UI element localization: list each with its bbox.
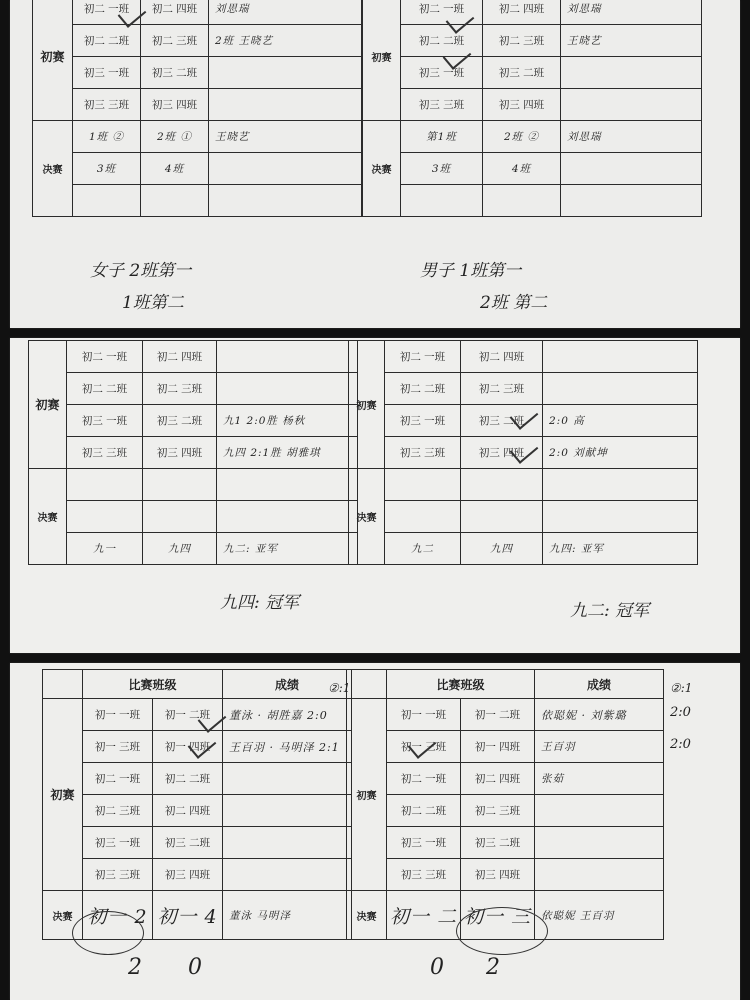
final-class-b (461, 501, 543, 533)
final-result: 刘思瑞 (561, 121, 702, 153)
result-cell: 刘思瑞 (561, 0, 702, 25)
final-result (209, 185, 362, 217)
final-label: 决赛 (29, 469, 67, 565)
prelim-label: 初赛 (349, 341, 385, 469)
class-a: 初二 三班 (83, 795, 153, 827)
final-class-b: 初一 三 (461, 891, 535, 940)
handwritten-note: 1班第二 (122, 293, 184, 313)
final-result: 王晓艺 (209, 121, 362, 153)
result-cell: 王百羽 (535, 731, 664, 763)
result-cell: 2:0 刘献坤 (543, 437, 698, 469)
class-a: 初二 一班 (67, 341, 143, 373)
final-result (217, 469, 358, 501)
result-cell (535, 827, 664, 859)
class-b: 初三 二班 (461, 405, 543, 437)
class-a: 初三 三班 (385, 437, 461, 469)
class-a: 初三 三班 (387, 859, 461, 891)
class-b: 初二 四班 (461, 341, 543, 373)
class-a: 初二 一班 (83, 763, 153, 795)
sheet-photo-1 (10, 0, 740, 328)
final-class-a (401, 185, 483, 217)
result-cell (543, 373, 698, 405)
result-cell (535, 859, 664, 891)
class-a: 初二 一班 (73, 0, 141, 25)
final-class-b: 九四 (143, 533, 217, 565)
class-b: 初二 三班 (143, 373, 217, 405)
prelim-label: 初赛 (29, 341, 67, 469)
class-b: 初三 四班 (461, 437, 543, 469)
class-b: 初二 三班 (483, 25, 561, 57)
corner-mark: ②:1 (328, 681, 351, 695)
final-score-left: 0 (430, 955, 444, 980)
class-a: 初二 二班 (385, 373, 461, 405)
handwritten-note: 男子 1班第一 (420, 261, 522, 281)
class-b: 初三 四班 (153, 859, 223, 891)
result-cell: 张茹 (535, 763, 664, 795)
class-b: 初三 二班 (483, 57, 561, 89)
final-class-a: 第1班 (401, 121, 483, 153)
class-b: 初三 四班 (141, 89, 209, 121)
result-cell: 董泳 · 胡胜嘉 2:0 (223, 699, 352, 731)
class-a: 初三 三班 (83, 859, 153, 891)
result-cell (543, 341, 698, 373)
class-a: 初二 二班 (67, 373, 143, 405)
result-cell (223, 795, 352, 827)
sheet-photo-2 (10, 338, 740, 653)
result-cell (535, 795, 664, 827)
class-b: 初二 三班 (141, 25, 209, 57)
result-cell: 王晓艺 (561, 25, 702, 57)
final-class-b: 4班 (141, 153, 209, 185)
handwritten-note: 九四: 冠军 (220, 593, 300, 613)
result-cell (217, 373, 358, 405)
final-class-a (73, 185, 141, 217)
final-class-a: 初一 二 (387, 891, 461, 940)
final-result (561, 153, 702, 185)
prelim-label: 初赛 (43, 699, 83, 891)
result-cell: 2班 王晓艺 (209, 25, 362, 57)
result-cell: 九四 2:1胜 胡雅琪 (217, 437, 358, 469)
result-cell (561, 89, 702, 121)
class-b: 初二 三班 (461, 795, 535, 827)
prelim-label: 初赛 (363, 0, 401, 121)
class-b: 初二 二班 (153, 763, 223, 795)
result-cell (223, 827, 352, 859)
result-cell (561, 57, 702, 89)
final-class-a: 九一 (67, 533, 143, 565)
final-class-b: 初一 4 (153, 891, 223, 940)
final-class-b: 2班 ① (141, 121, 209, 153)
prelim-label: 初赛 (33, 0, 73, 121)
result-cell (217, 341, 358, 373)
final-result: 董泳 马明泽 (223, 891, 352, 940)
class-a: 初一 一班 (83, 699, 153, 731)
class-a: 初三 一班 (401, 57, 483, 89)
handwritten-note: 女子 2班第一 (90, 261, 192, 281)
final-class-a: 3班 (401, 153, 483, 185)
header-blank (43, 670, 83, 699)
final-class-a (385, 469, 461, 501)
class-b: 初一 二班 (461, 699, 535, 731)
class-a: 初三 一班 (73, 57, 141, 89)
class-a: 初一 三班 (83, 731, 153, 763)
final-result (209, 153, 362, 185)
class-a: 初二 一班 (387, 763, 461, 795)
class-b: 初二 四班 (461, 763, 535, 795)
class-a: 初三 一班 (83, 827, 153, 859)
prelim-label: 初赛 (347, 699, 387, 891)
class-a: 初二 二班 (387, 795, 461, 827)
final-class-a: 初一 2 (83, 891, 153, 940)
final-class-b (483, 185, 561, 217)
class-b: 初三 四班 (461, 859, 535, 891)
header-result: 成绩 (535, 670, 664, 699)
class-b: 初三 四班 (483, 89, 561, 121)
final-class-a: 3班 (73, 153, 141, 185)
header-classes: 比赛班级 (387, 670, 535, 699)
result-cell: 依聪妮 · 刘紫璐 (535, 699, 664, 731)
result-cell (223, 763, 352, 795)
final-class-a: 九二 (385, 533, 461, 565)
class-a: 初二 一班 (385, 341, 461, 373)
class-a: 初三 一班 (385, 405, 461, 437)
final-label: 决赛 (33, 121, 73, 217)
class-b: 初三 二班 (141, 57, 209, 89)
class-a: 初一 一班 (387, 699, 461, 731)
side-score: 2:0 (670, 705, 691, 720)
final-class-b: 4班 (483, 153, 561, 185)
class-b: 初二 四班 (143, 341, 217, 373)
class-b: 初一 二班 (153, 699, 223, 731)
class-b: 初三 四班 (143, 437, 217, 469)
circled-class-icon (72, 911, 144, 955)
final-result (543, 501, 698, 533)
class-a: 初二 二班 (401, 25, 483, 57)
final-class-a (67, 501, 143, 533)
class-a: 初三 三班 (67, 437, 143, 469)
header-result: 成绩 (223, 670, 352, 699)
final-result (217, 501, 358, 533)
class-b: 初二 四班 (153, 795, 223, 827)
class-a: 初三 一班 (67, 405, 143, 437)
class-a: 初三 一班 (387, 827, 461, 859)
final-class-b: 九四 (461, 533, 543, 565)
result-cell: 九1 2:0胜 杨秋 (217, 405, 358, 437)
final-score-left: 2 (128, 955, 142, 980)
final-class-b (143, 469, 217, 501)
result-cell: 王百羽 · 马明泽 2:1 (223, 731, 352, 763)
final-result: 九四: 亚军 (543, 533, 698, 565)
class-a: 初三 三班 (401, 89, 483, 121)
final-label: 决赛 (349, 469, 385, 565)
final-class-b: 2班 ② (483, 121, 561, 153)
final-class-b (141, 185, 209, 217)
class-b: 初一 四班 (461, 731, 535, 763)
class-b: 初二 四班 (141, 0, 209, 25)
circled-class-icon (456, 907, 548, 955)
result-cell (209, 89, 362, 121)
corner-mark: ②:1 (670, 681, 693, 695)
class-a: 初三 三班 (73, 89, 141, 121)
final-label: 决赛 (347, 891, 387, 940)
final-class-b (461, 469, 543, 501)
final-class-a (67, 469, 143, 501)
final-class-b (143, 501, 217, 533)
class-a: 初一 三班 (387, 731, 461, 763)
final-result: 依聪妮 王百羽 (535, 891, 664, 940)
header-blank (347, 670, 387, 699)
sheet-photo-3 (10, 663, 740, 1000)
handwritten-note: 2班 第二 (480, 293, 548, 313)
header-classes: 比赛班级 (83, 670, 223, 699)
side-score: 2:0 (670, 737, 691, 752)
final-label: 决赛 (43, 891, 83, 940)
final-label: 决赛 (363, 121, 401, 217)
final-result (543, 469, 698, 501)
class-b: 初一 四班 (153, 731, 223, 763)
class-b: 初三 二班 (461, 827, 535, 859)
class-b: 初三 二班 (153, 827, 223, 859)
result-cell (223, 859, 352, 891)
handwritten-note: 九二: 冠军 (570, 601, 650, 621)
class-b: 初二 四班 (483, 0, 561, 25)
final-score-right: 0 (188, 955, 202, 980)
final-class-a (385, 501, 461, 533)
final-class-a: 1班 ② (73, 121, 141, 153)
result-cell (209, 57, 362, 89)
class-b: 初二 三班 (461, 373, 543, 405)
final-result: 九二: 亚军 (217, 533, 358, 565)
class-a: 初二 一班 (401, 0, 483, 25)
result-cell: 2:0 高 (543, 405, 698, 437)
final-score-right: 2 (486, 955, 500, 980)
result-cell: 刘思瑞 (209, 0, 362, 25)
class-b: 初三 二班 (143, 405, 217, 437)
final-result (561, 185, 702, 217)
class-a: 初二 二班 (73, 25, 141, 57)
